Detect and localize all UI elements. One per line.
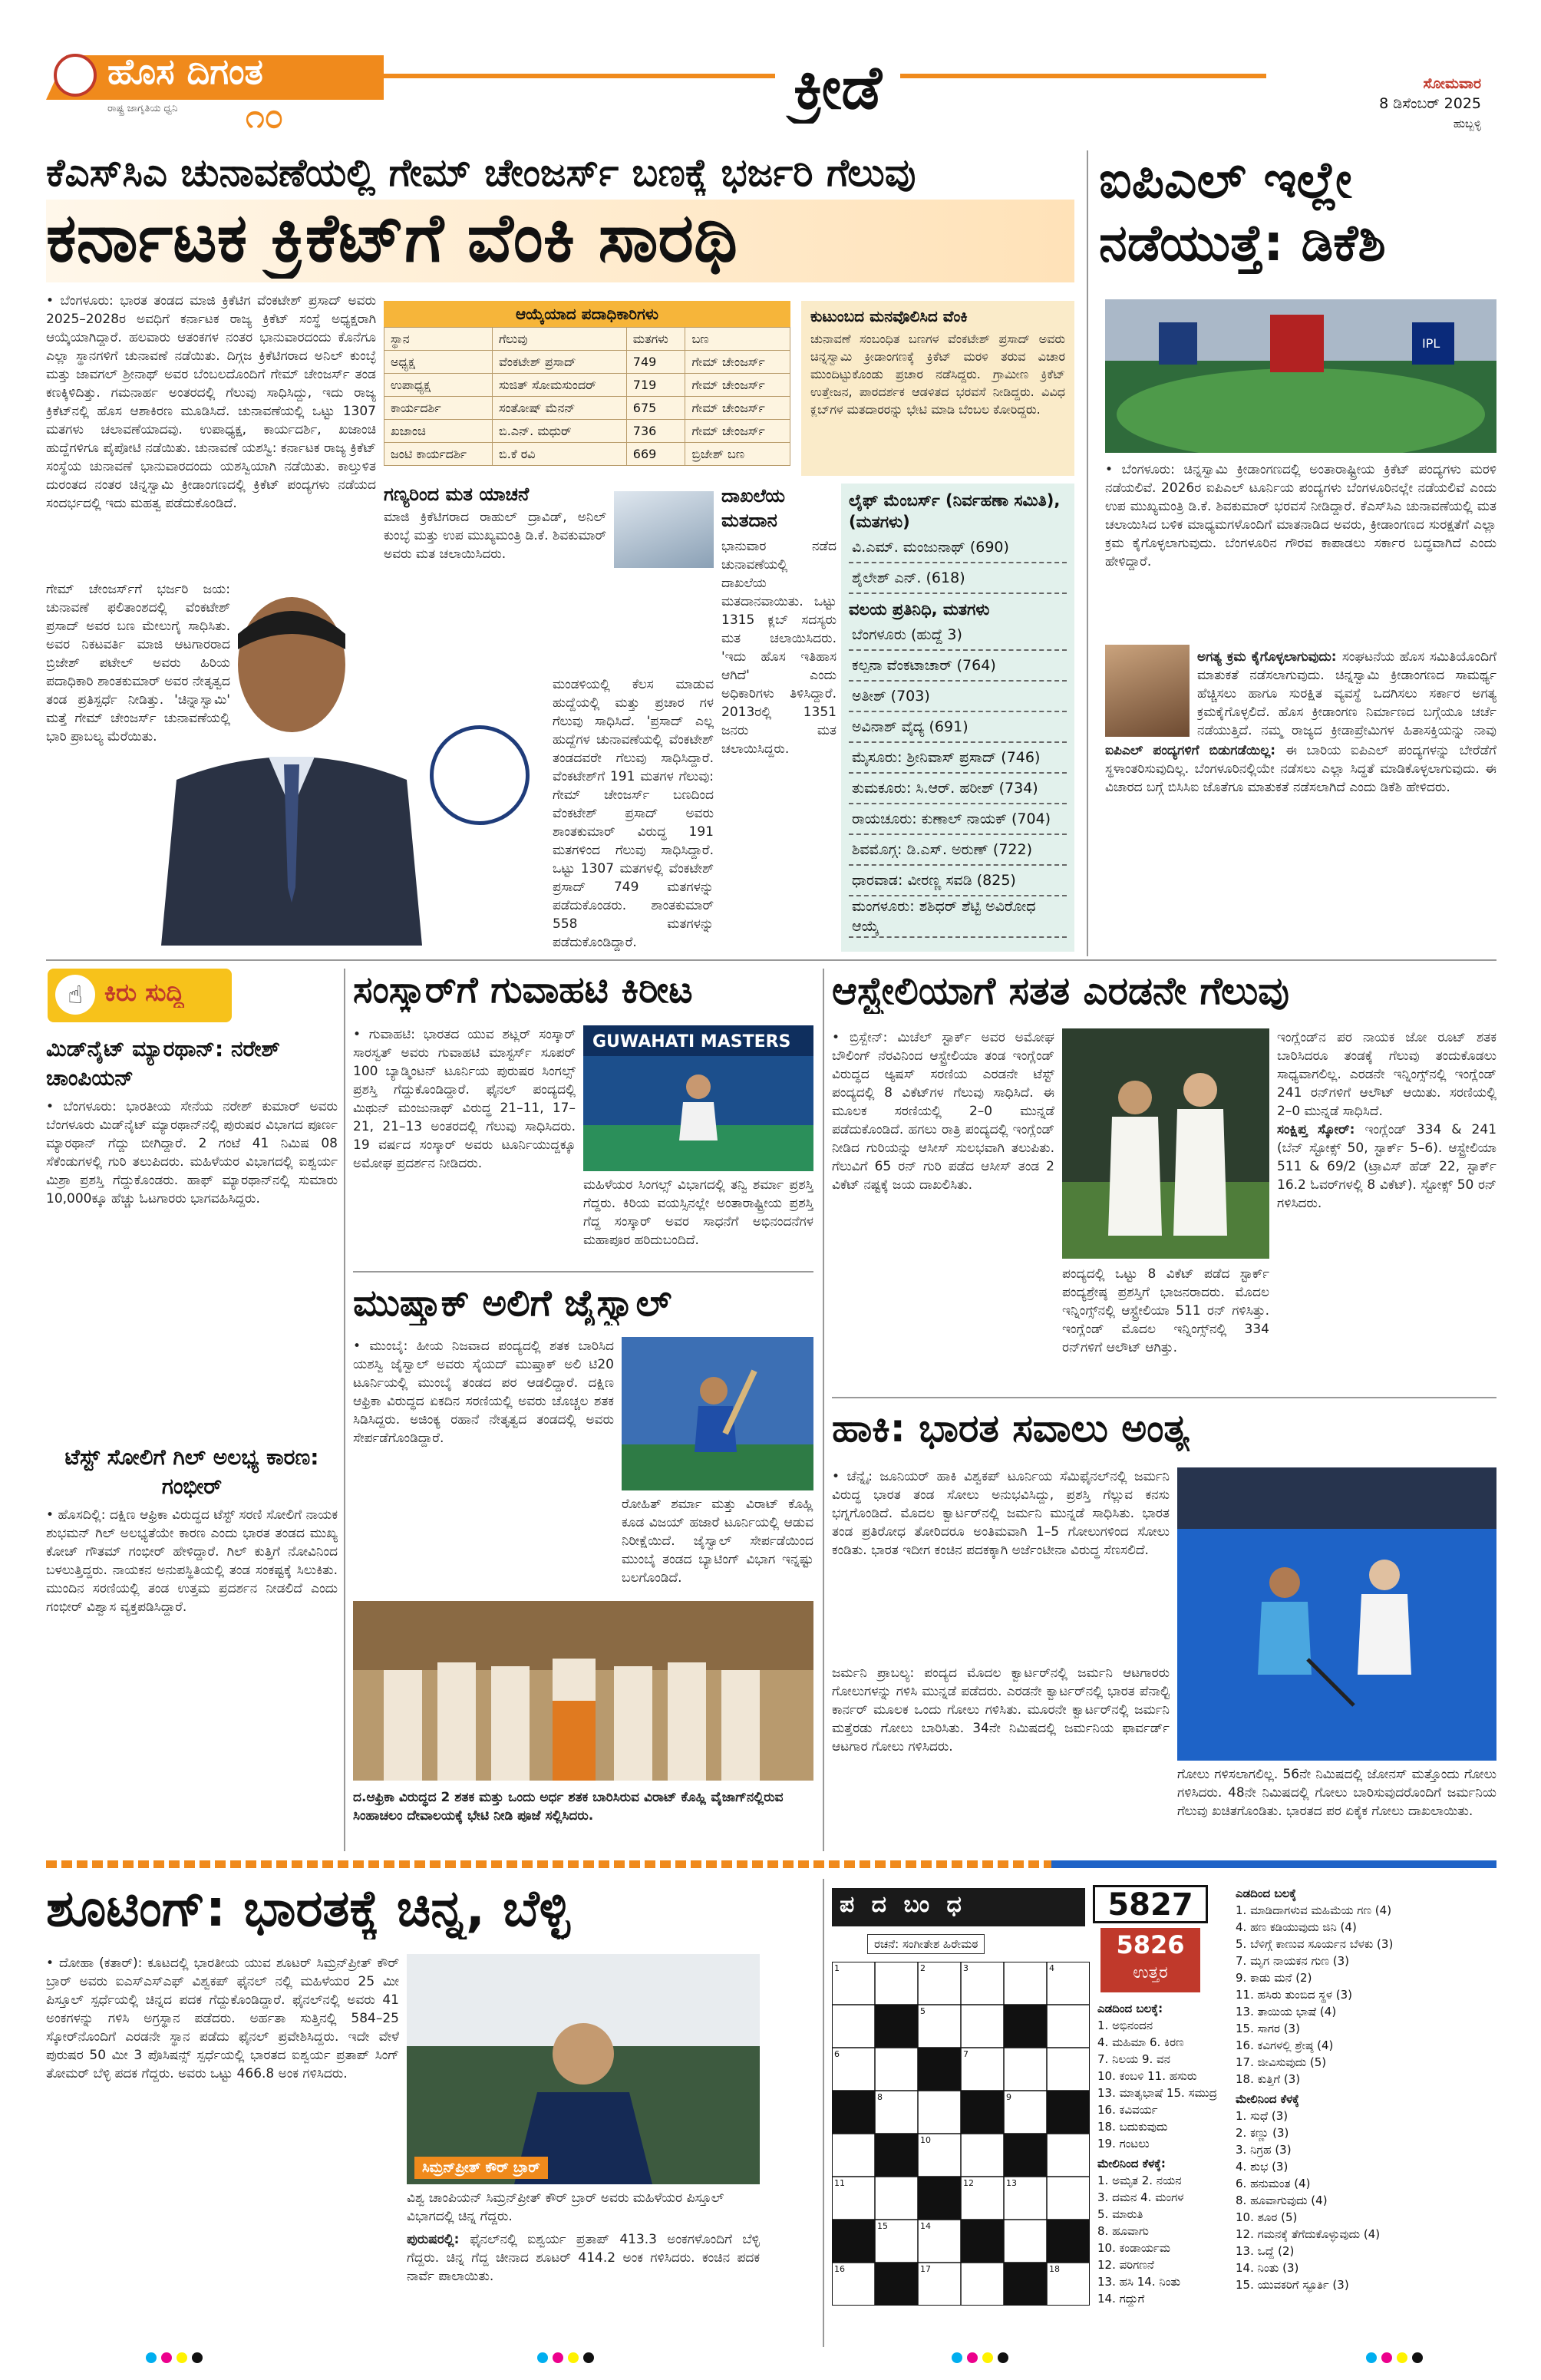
- table-cell: ವೆಂಕಟೇಶ್ ಪ್ರಸಾದ್: [492, 351, 626, 374]
- venki-box: [801, 301, 1074, 476]
- table-cell: ಸುಜಿತ್ ಸೋಮಸುಂದರ್: [492, 374, 626, 397]
- table-cell: ಜಂಟಿ ಕಾರ್ಯದರ್ಶಿ: [384, 443, 493, 466]
- hand-icon: ☝: [55, 975, 95, 1015]
- clues-down-title: ಮೇಲಿನಿಂದ ಕೆಳಕ್ಕೆ: [1236, 2092, 1299, 2106]
- answer-item: 16. ಕವಿವರ್ಯ: [1097, 2103, 1158, 2117]
- shooting-caption-2-text: ಫೈನಲ್‌ನಲ್ಲಿ ಐಶ್ವರ್ಯ ಪ್ರತಾಪ್ 413.3 ಅಂಕಗಳೊಂದಿಗೆ ಬೆಳ್ಳಿ ಗೆದ್ದರು. ಚಿನ್ನ ಗೆದ್ದ ಚೀನಾದ ಶೂಟರ್ 414.2 ಅಂಕ ಗಳಿಸಿದರು. ಕಂಚಿನ ಪದಕ ನಾರ್ವೆ ಪಾಲಾಯಿತು.: [407, 2232, 760, 2284]
- quote-box: [384, 484, 721, 576]
- bottom-rule-blue: [1051, 1860, 1496, 1868]
- puzzle-title: ಪ ದ ಬಂ ಧ: [840, 1891, 966, 1918]
- svg-text:3: 3: [963, 1963, 968, 1973]
- result-item: ತುಮಕೂರು: ಸಿ.ಆರ್. ಹರೀಶ್ (734): [849, 774, 1067, 804]
- date-text: 8 ಡಿಸೆಂಬರ್ 2025: [1379, 95, 1481, 112]
- column-divider: [823, 969, 824, 1851]
- ipl-body-1: • ಬೆಂಗಳೂರು: ಚಿನ್ನಸ್ವಾಮಿ ಕ್ರೀಡಾಂಗಣದಲ್ಲಿ ಅಂತಾರಾಷ್ಟ್ರೀಯ ಕ್ರಿಕೆಟ್ ಪಂದ್ಯಗಳು ಮರಳಿ ನಡೆಯಲಿವೆ. 2026ರ ಐಪಿಎಲ್ ಟೂರ್ನಿಯ ಪಂದ್ಯಗಳು ಬೆಂಗಳೂರಿನಲ್ಲೇ ನಡೆಯಲಿವೆ ಎಂದು ಉಪ ಮುಖ್ಯಮಂತ್ರಿ ಡಿ.ಕೆ. ಶಿವಕುಮಾರ್ ಭರವಸೆ ನೀಡಿದ್ದಾರೆ. ಕೆಎಸ್‌ಸಿಎ ಚುನಾವಣೆಯಲ್ಲಿ ಮತ ಚಲಾಯಿಸಿದ ಬಳಿಕ ಮಾಧ್ಯಮಗಳೊಂದಿಗೆ ಮಾತನಾಡಿದ ಅವರು, ಕ್ರೀಡಾಂಗಣದ ಸುರಕ್ಷತೆಗೆ ಎಲ್ಲಾ ಕ್ರಮ ಕೈಗೊಳ್ಳಲಾಗುವುದು. ಬೆಂಗಳೂರಿನ ಗೌರವ ಕಾಪಾಡಲು ಸರ್ಕಾರ ಬದ್ಧವಾಗಿದೆ ಎಂದು ಹೇಳಿದ್ದಾರೆ.: [1105, 462, 1496, 569]
- clue-item: 15. ಸಾಗರ (3): [1236, 2022, 1300, 2035]
- kiru-body-2: • ಹೊಸದಿಲ್ಲಿ: ದಕ್ಷಿಣ ಆಫ್ರಿಕಾ ವಿರುದ್ಧದ ಟೆಸ್ಟ್ ಸರಣಿ ಸೋಲಿಗೆ ನಾಯಕ ಶುಭಮನ್ ಗಿಲ್ ಅಲಭ್ಯತೆಯೇ ಕಾರಣ ಎಂದು ಭಾರತ ತಂಡದ ಮುಖ್ಯ ಕೋಚ್ ಗೌತಮ್ ಗಂಭೀರ್ ಹೇಳಿದ್ದಾರೆ. ಗಿಲ್ ಕುತ್ತಿಗೆ ನೋವಿನಿಂದ ಬಳಲುತ್ತಿದ್ದರು. ನಾಯಕನ ಅನುಪಸ್ಥಿತಿಯಲ್ಲಿ ತಂಡ ಸಂಕಷ್ಟಕ್ಕೆ ಸಿಲುಕಿತು. ಮುಂದಿನ ಸರಣಿಯಲ್ಲಿ ತಂಡ ಉತ್ತಮ ಪ್ರದರ್ಶನ ನೀಡಲಿದೆ ಎಂದು ಗಂಭೀರ್ ವಿಶ್ವಾಸ ವ್ಯಕ್ತಪಡಿಸಿದ್ದಾರೆ.: [46, 1507, 338, 1615]
- clue-item: 16. ಕವಿಗಳಲ್ಲಿ ಶ್ರೇಷ್ಠ (4): [1236, 2038, 1334, 2052]
- clue-item: 6. ಹನುಮಂತ (4): [1236, 2177, 1311, 2190]
- puzzle-subtitle: ರಚನೆ: ಸಂಗೀತೇಶ ಹಿರೇಮಠ: [867, 1934, 985, 1954]
- answer-item: 4. ಮಹಿಮಾ 6. ಕಿರಣ: [1097, 2035, 1184, 2049]
- clue-item: 18. ಕುತ್ತಿಗೆ (3): [1236, 2072, 1301, 2086]
- answer-item: 13. ಮಾತೃಭಾಷೆ 15. ಸಮುದ್ರ: [1097, 2086, 1217, 2100]
- clue-item: 7. ಮೃಗ ನಾಯಕನ ಗುಣ (3): [1236, 1954, 1350, 1968]
- shooting-caption: ವಿಶ್ವ ಚಾಂಪಿಯನ್ ಸಿಮ್ರನ್‌ಪ್ರೀತ್ ಕೌರ್ ಬ್ರಾರ್ ಅವರು ಮಹಿಳೆಯರ ಪಿಸ್ತೂಲ್ ವಿಭಾಗದಲ್ಲಿ ಚಿನ್ನ ಗೆದ್ದರು.: [407, 2190, 724, 2224]
- result-item: ರಾಯಚೂರು: ಕುಣಾಲ್ ನಾಯಕ್ (704): [849, 804, 1067, 835]
- table-row: [384, 443, 790, 466]
- kiru-headline-1: ಮಿಡ್‌ನೈಟ್ ಮ್ಯಾರಥಾನ್: ನರೇಶ್ ಚಾಂಪಿಯನ್: [46, 1036, 280, 1091]
- svg-text:17: 17: [920, 2264, 931, 2274]
- prev-puzzle-number: 5826: [1116, 1930, 1185, 1959]
- answer-item: 8. ಹೂವಾಗು: [1097, 2224, 1149, 2238]
- result-item: ಅತೀಶ್ (703): [849, 682, 1067, 712]
- table-header-row: [384, 328, 790, 351]
- shooter-name-tag: ಸಿಮ್ರನ್‌ಪ್ರೀತ್ ಕೌರ್ ಬ್ರಾರ್: [414, 2157, 548, 2179]
- kiru-label: ಕಿರು ಸುದ್ದಿ: [104, 978, 184, 1007]
- sanskar-headline: ಸಂಸ್ಕಾರ್‌ಗೆ ಗುವಾಹಟಿ ಕಿರೀಟ: [353, 969, 693, 1012]
- venki-box-title: ಕುಟುಂಬದ ಮನವೊಲಿಸಿದ ವೆಂಕಿ: [810, 307, 968, 325]
- venkatesh-prasad-photo: [161, 580, 422, 946]
- prev-puzzle-label: ಉತ್ತರ: [1133, 1963, 1168, 1982]
- answer-item: 3. ದಮನ 4. ಮಂಗಳ: [1097, 2190, 1184, 2204]
- result-item: ಮಂಗಳೂರು: ಶಶಿಧರ್ ಶೆಟ್ಟಿ ಅವಿರೋಧ ಆಯ್ಕೆ: [849, 896, 1067, 938]
- ipl-body-3: [1105, 741, 1496, 949]
- table-cell: ಬಿ.ಎನ್. ಮಧುರ್: [492, 420, 626, 443]
- australia-photo: [1062, 1028, 1269, 1259]
- lead-kicker: ಕೆಎಸ್‌ಸಿಎ ಚುನಾವಣೆಯಲ್ಲಿ ಗೇಮ್ ಚೇಂಜರ್ಸ್ ಬಣಕ್ಕೆ ಭರ್ಜರಿ ಗೆಲುವು: [46, 150, 916, 195]
- result-item: ಮೈಸೂರು: ಶ್ರೀನಿವಾಸ್ ಪ್ರಸಾದ್ (746): [849, 743, 1067, 774]
- table-row: [384, 397, 790, 420]
- svg-text:8: 8: [877, 2092, 883, 2102]
- section-title: ಕ್ರೀಡೆ: [775, 54, 900, 124]
- hockey-body-2: ಜರ್ಮನಿ ಪ್ರಾಬಲ್ಯ: ಪಂದ್ಯದ ಮೊದಲ ಕ್ವಾರ್ಟರ್‌ನಲ್ಲಿ ಜರ್ಮನಿ ಆಟಗಾರರು ಗೋಲುಗಳನ್ನು ಗಳಿಸಿ ಮುನ್ನಡೆ ಪಡೆದರು. ಎರಡನೇ ಕ್ವಾರ್ಟರ್‌ನಲ್ಲಿ ಭಾರತ ಪೆನಾಲ್ಟಿ ಕಾರ್ನರ್ ಮೂಲಕ ಒಂದು ಗೋಲು ಗಳಿಸಿತು. ಮೂರನೇ ಕ್ವಾರ್ಟರ್‌ನಲ್ಲಿ ಜರ್ಮನಿ ಮತ್ತೆರಡು ಗೋಲು ಬಾರಿಸಿತು. 34ನೇ ನಿಮಿಷದಲ್ಲಿ ಜರ್ಮನಿಯ ಫಾರ್ವರ್ಡ್ ಆಟಗಾರ ಗೋಲು ಗಳಿಸಿದರು.: [832, 1665, 1170, 1754]
- registration-marks: [537, 2352, 599, 2366]
- officers-table: [384, 301, 790, 466]
- clue-item: 14. ನಿಂತು (3): [1236, 2261, 1299, 2275]
- ipl-body-2-text: ಸಂಘಟನೆಯ ಹೊಸ ಸಮಿತಿಯೊಂದಿಗೆ ಮಾತುಕತೆ ನಡೆಸಲಾಗುವುದು. ಚಿನ್ನಸ್ವಾಮಿ ಕ್ರೀಡಾಂಗಣದ ಸಾಮರ್ಥ್ಯ ಹೆಚ್ಚಿಸಲು ಹಾಗೂ ಸುರಕ್ಷಿತ ವ್ಯವಸ್ಥೆ ಒದಗಿಸಲು ಸರ್ಕಾರ ಅಗತ್ಯ ಕ್ರಮಕೈಗೊಳ್ಳಲಿದೆ. ಹೊಸ ಕ್ರೀಡಾಂಗಣ ನಿರ್ಮಾಣದ ಬಗ್ಗೆಯೂ ಚರ್ಚೆ ನಡೆಯುತ್ತಿದೆ. ನಮ್ಮ ರಾಜ್ಯದ ಕ್ರೀಡಾಪ್ರೇಮಿಗಳ ಹಿತಾಸಕ್ತಿಯನ್ನು ನಾವು: [1197, 649, 1496, 738]
- shooter-photo: [407, 1954, 760, 2184]
- hockey-headline: ಹಾಕಿ: ಭಾರತ ಸವಾಲು ಅಂತ್ಯ: [832, 1406, 1190, 1451]
- hockey-photo: [1177, 1467, 1496, 1761]
- puzzle-number: 5827: [1093, 1885, 1208, 1923]
- registration-marks: [952, 2352, 1013, 2366]
- registration-marks: [1366, 2352, 1427, 2366]
- voting-title: ದಾಖಲೆಯ ಮತದಾನ: [721, 485, 785, 531]
- ksca-logo: [430, 725, 530, 825]
- svg-text:15: 15: [877, 2221, 888, 2231]
- australia-score: ಇಂಗ್ಲೆಂಡ್ 334 & 241 (ಬೆನ್ ಸ್ಟೋಕ್ಸ್ 50, ಸ್ಟಾರ್ಕ್ 5–6). ಆಸ್ಟ್ರೇಲಿಯಾ 511 & 69/2 (ಟ್ರಾವಿಸ್ ಹೆಡ್ 22, ಸ್ಟಾರ್ಕ್ 16.2 ಓವರ್‌ಗಳಲ್ಲಿ 8 ವಿಕೆಟ್). ಸ್ಟೋಕ್ಸ್ 50 ರನ್ ಗಳಿಸಿದರು.: [1277, 1122, 1496, 1211]
- clue-item: 17. ಜೀವಿಸುವುದು (5): [1236, 2055, 1327, 2069]
- table-cell: ಬ್ರಿಜೇಶ್ ಬಣ: [685, 443, 790, 466]
- shooting-headline: ಶೂಟಿಂಗ್: ಭಾರತಕ್ಕೆ ಚಿನ್ನ, ಬೆಳ್ಳಿ: [46, 1879, 570, 1938]
- kiru-headline-2: ಟೆಸ್ಟ್ ಸೋಲಿಗೆ ಗಿಲ್ ಅಲಭ್ಯ ಕಾರಣ: ಗಂಭೀರ್: [64, 1444, 319, 1499]
- ipl-headline-1: ಐಪಿಎಲ್ ಇಲ್ಲೇ: [1099, 150, 1352, 210]
- answer-item: 18. ಬದುಕುವುದು: [1097, 2120, 1168, 2134]
- lead-body-mid2: [430, 837, 553, 952]
- venki-box-body: ಚುನಾವಣೆ ಸಂಬಂಧಿತ ಬಣಗಳ ವೆಂಕಟೇಶ್ ಪ್ರಸಾದ್ ಅವರು ಚಿನ್ನಸ್ವಾಮಿ ಕ್ರೀಡಾಂಗಣಕ್ಕೆ ಕ್ರಿಕೆಟ್ ಮರಳಿ ತರುವ ವಿಚಾರ ಮುಂದಿಟ್ಟುಕೊಂಡು ಪ್ರಚಾರ ನಡೆಸಿದ್ದರು. ಗ್ರಾಮೀಣ ಕ್ರಿಕೆಟ್ ಉತ್ತೇಜನ, ಪಾರದರ್ಶಕ ಆಡಳಿತದ ಭರವಸೆ ನೀಡಿದ್ದರು. ವಿವಿಧ ಕ್ಲಬ್‌ಗಳ ಮತದಾರರನ್ನು ಭೇಟಿ ಮಾಡಿ ಬೆಂಬಲ ಕೋರಿದ್ದರು.: [810, 332, 1065, 417]
- table-cell: 749: [626, 351, 685, 374]
- svg-text:IPL: IPL: [1422, 336, 1440, 351]
- australia-headline: ಆಸ್ಟ್ರೇಲಿಯಾಗೆ ಸತತ ಎರಡನೇ ಗೆಲುವು: [832, 969, 1290, 1013]
- page-number: ೧೦: [246, 97, 284, 136]
- result-item: ಬೆಂಗಳೂರು (ಹುದ್ದೆ 3): [849, 620, 1067, 651]
- shooting-body: • ದೋಹಾ (ಕತಾರ್): ಕೂಟದಲ್ಲಿ ಭಾರತೀಯ ಯುವ ಶೂಟರ್ ಸಿಮ್ರನ್‌ಪ್ರೀತ್ ಕೌರ್ ಬ್ರಾರ್ ಅವರು ಐಎಸ್‌ಎಸ್‌ಎಫ್ ವಿಶ್ವಕಪ್ ಫೈನಲ್ ನಲ್ಲಿ ಮಹಿಳೆಯರ 25 ಮೀ ಪಿಸ್ತೂಲ್ ಸ್ಪರ್ಧೆಯಲ್ಲಿ ಚಿನ್ನದ ಪದಕ ಗೆದ್ದುಕೊಂಡಿದ್ದಾರೆ. ಫೈನಲ್‌ನಲ್ಲಿ ಅವರು 41 ಅಂಕಗಳನ್ನು ಗಳಿಸಿ ಅಗ್ರಸ್ಥಾನ ಪಡೆದರು. ಅರ್ಹತಾ ಸುತ್ತಿನಲ್ಲಿ 584–25 ಸ್ಕೋರ್‌ನೊಂದಿಗೆ ಎರಡನೇ ಸ್ಥಾನ ಪಡೆದು ಫೈನಲ್ ಪ್ರವೇಶಿಸಿದ್ದರು. ಇದೇ ವೇಳೆ ಪುರುಷರ 50 ಮೀ 3 ಪೊಸಿಷನ್ಸ್ ಸ್ಪರ್ಧೆಯಲ್ಲಿ ಭಾರತದ ಐಶ್ವರ್ಯ ಪ್ರತಾಪ್ ಸಿಂಗ್ ತೋಮರ್ ಬೆಳ್ಳಿ ಪದಕ ಗೆದ್ದರು. ಅವರು ಒಟ್ಟು 466.8 ಅಂಕ ಗಳಿಸಿದರು.: [46, 1956, 399, 2081]
- table-cell: ಉಪಾಧ್ಯಕ್ಷ: [384, 374, 493, 397]
- kohli-caption: ದ.ಆಫ್ರಿಕಾ ವಿರುದ್ಧದ 2 ಶತಕ ಮತ್ತು ಒಂದು ಅರ್ಧ ಶತಕ ಬಾರಿಸಿರುವ ವಿರಾಟ್ ಕೊಹ್ಲಿ ವೈಜಾಗ್‌ನಲ್ಲಿರುವ ಸಿಂಹಾಚಲಂ ದೇವಾಲಯಕ್ಕೆ ಭೇಟಿ ನೀಡಿ ಪೂಜೆ ಸಲ್ಲಿಸಿದರು.: [353, 1790, 784, 1824]
- date-block: [1297, 74, 1481, 134]
- ipl-body-2: [1197, 648, 1496, 740]
- prev-puzzle-badge: [1100, 1928, 1200, 1992]
- svg-text:14: 14: [920, 2221, 931, 2231]
- lead-body-mid: ಮಂಡಳಿಯಲ್ಲಿ ಕೆಲಸ ಮಾಡುವ ಹುದ್ದೆಯಲ್ಲಿ ಮತ್ತು ಪ್ರಚಾರ ಗಳ ಗೆಲುವು ಸಾಧಿಸಿದೆ. 'ಪ್ರಸಾದ್ ಎಲ್ಲ ಹುದ್ದೆಗಳ ಚುನಾವಣೆಯಲ್ಲಿ ವೆಂಕಟೇಶ್ ತಂಡದವರೇ ಗೆಲುವು ಸಾಧಿಸಿದ್ದಾರೆ. ವೆಂಕಟೇಶ್‌ಗೆ 191 ಮತಗಳ ಗೆಲುವು: ಗೇಮ್ ಚೇಂಜರ್ಸ್ ಬಣದಿಂದ ವೆಂಕಟೇಶ್ ಪ್ರಸಾದ್ ಅವರು ಶಾಂತಕುಮಾರ್ ವಿರುದ್ಧ 191 ಮತಗಳಿಂದ ಗೆಲುವು ಸಾಧಿಸಿದ್ದಾರೆ. ಒಟ್ಟು 1307 ಮತಗಳಲ್ಲಿ ವೆಂಕಟೇಶ್ ಪ್ರಸಾದ್ 749 ಮತಗಳನ್ನು ಪಡೆದುಕೊಂಡರು. ಶಾಂತಕುಮಾರ್ 558 ಮತಗಳನ್ನು ಪಡೆದುಕೊಂಡಿದ್ದಾರೆ.: [553, 677, 714, 950]
- table-row: [384, 420, 790, 443]
- lead-body-col1b: ಗೇಮ್ ಚೇಂಜರ್ಸ್‌ಗೆ ಭರ್ಜರಿ ಜಯ: ಚುನಾವಣೆ ಫಲಿತಾಂಶದಲ್ಲಿ ವೆಂಕಟೇಶ್ ಪ್ರಸಾದ್ ಅವರ ಬಣ ಮೇಲುಗೈ ಸಾಧಿಸಿತು. ಅವರ ನಿಕಟವರ್ತಿ ಮಾಜಿ ಆಟಗಾರರಾದ ಬ್ರಿಜೇಶ್ ಪಟೇಲ್ ಅವರು ಹಿರಿಯ ಪದಾಧಿಕಾರಿ ಶಾಂತಕುಮಾರ್ ಅವರ ನೇತೃತ್ವದ ತಂಡ ಪ್ರತಿಸ್ಪರ್ಧೆ ನೀಡಿತ್ತು. 'ಚಿನ್ನಾಸ್ವಾಮಿ' ಮತ್ತೆ ಗೇಮ್ ಚೇಂಜರ್ಸ್ ಚುನಾವಣೆಯಲ್ಲಿ ಭಾರಿ ಪ್ರಾಬಲ್ಯ ಮೆರೆಯಿತು.: [46, 582, 230, 744]
- mushtaq-body-2: ರೋಹಿತ್ ಶರ್ಮಾ ಮತ್ತು ವಿರಾಟ್ ಕೊಹ್ಲಿ ಕೂಡ ವಿಜಯ್ ಹಜಾರೆ ಟೂರ್ನಿಯಲ್ಲಿ ಆಡುವ ನಿರೀಕ್ಷೆಯಿದೆ. ಜೈಸ್ವಾಲ್ ಸೇರ್ಪಡೆಯಿಂದ ಮುಂಬೈ ತಂಡದ ಬ್ಯಾಟಿಂಗ್ ವಿಭಾಗ ಇನ್ನಷ್ಟು ಬಲಗೊಂಡಿದೆ.: [622, 1497, 813, 1586]
- answers-across-title: ಎಡದಿಂದ ಬಲಕ್ಕೆ:: [1097, 2002, 1163, 2015]
- table-cell: ಗೇಮ್ ಚೇಂಜರ್ಸ್: [685, 397, 790, 420]
- results-box: [841, 484, 1074, 952]
- table-header: ಮತಗಳು: [626, 328, 685, 351]
- clues-across-title: ಎಡದಿಂದ ಬಲಕ್ಕೆ: [1236, 1887, 1297, 1900]
- voting-box: [721, 484, 836, 952]
- sanskar-body: • ಗುವಾಹಟಿ: ಭಾರತದ ಯುವ ಶಟ್ಲರ್ ಸಂಸ್ಕಾರ್ ಸಾರಸ್ವತ್ ಅವರು ಗುವಾಹಟಿ ಮಾಸ್ಟರ್ಸ್ ಸೂಪರ್ 100 ಬ್ಯಾಡ್ಮಿಂಟನ್ ಟೂರ್ನಿಯ ಪುರುಷರ ಸಿಂಗಲ್ಸ್ ಪ್ರಶಸ್ತಿ ಗೆದ್ದುಕೊಂಡಿದ್ದಾರೆ. ಫೈನಲ್ ಪಂದ್ಯದಲ್ಲಿ ಮಿಥುನ್ ಮಂಜುನಾಥ್ ವಿರುದ್ಧ 21–11, 17–21, 21–13 ಅಂತರದಲ್ಲಿ ಗೆಲುವು ಸಾಧಿಸಿದರು. 19 ವರ್ಷದ ಸಂಸ್ಕಾರ್ ಅವರು ಟೂರ್ನಿಯುದ್ದಕ್ಕೂ ಅಮೋಘ ಪ್ರದರ್ಶನ ನೀಡಿದರು.: [353, 1027, 576, 1171]
- section-divider: [353, 1271, 813, 1273]
- shooting-caption-2-lead: ಪುರುಷರಲ್ಲಿ:: [407, 2232, 470, 2247]
- answer-item: 1. ಅಭಿನಂದನ: [1097, 2019, 1153, 2032]
- clue-item: 9. ಕಾಡು ಮನೆ (2): [1236, 1971, 1312, 1985]
- answer-item: 13. ಹಸಿ 14. ನಿಂತು: [1097, 2275, 1181, 2289]
- clue-item: 2. ಕಣ್ಣು (3): [1236, 2126, 1289, 2140]
- results-title2: ವಲಯ ಪ್ರತಿನಿಧಿ, ಮತಗಳು: [849, 600, 990, 619]
- voting-body: ಭಾನುವಾರ ನಡೆದ ಚುನಾವಣೆಯಲ್ಲಿ ದಾಖಲೆಯ ಮತದಾನವಾಯಿತು. ಒಟ್ಟು 1315 ಕ್ಲಬ್ ಸದಸ್ಯರು ಮತ ಚಲಾಯಿಸಿದರು. 'ಇದು ಹೊಸ ಇತಿಹಾಸ ಆಗಿದೆ' ಎಂದು ಅಧಿಕಾರಿಗಳು ತಿಳಿಸಿದ್ದಾರೆ. 2013ರಲ್ಲಿ 1351 ಜನರು ಮತ ಚಲಾಯಿಸಿದ್ದರು.: [721, 539, 836, 757]
- clue-item: 1. ಮಾಡಿದಾಗಳುವ ಮಹಿಮೆಯ ಗಣ (4): [1236, 1903, 1392, 1917]
- australia-body-2: ಪಂದ್ಯದಲ್ಲಿ ಒಟ್ಟು 8 ವಿಕೆಟ್ ಪಡೆದ ಸ್ಟಾರ್ಕ್ ಪಂದ್ಯಶ್ರೇಷ್ಠ ಪ್ರಶಸ್ತಿಗೆ ಭಾಜನರಾದರು. ಮೊದಲ ಇನ್ನಿಂಗ್ಸ್‌ನಲ್ಲಿ ಆಸ್ಟ್ರೇಲಿಯಾ 511 ರನ್ ಗಳಿಸಿತ್ತು. ಇಂಗ್ಲೆಂಡ್ ಮೊದಲ ಇನ್ನಿಂಗ್ಸ್‌ನಲ್ಲಿ 334 ರನ್‌ಗಳಿಗೆ ಆಲೌಟ್ ಆಗಿತ್ತು.: [1062, 1266, 1269, 1355]
- crossword-grid: [832, 1962, 1090, 2306]
- voting-photo: [614, 491, 714, 568]
- answer-item: 10. ಕಂಡಾರ್ಯಮ: [1097, 2241, 1170, 2255]
- column-divider: [344, 969, 345, 1851]
- australia-body-3-text: ಇಂಗ್ಲೆಂಡ್‌ನ ಪರ ನಾಯಕ ಜೋ ರೂಟ್ ಶತಕ ಬಾರಿಸಿದರೂ ತಂಡಕ್ಕೆ ಗೆಲುವು ತಂದುಕೊಡಲು ಸಾಧ್ಯವಾಗಲಿಲ್ಲ. ಎರಡನೇ ಇನ್ನಿಂಗ್ಸ್‌ನಲ್ಲಿ ಇಂಗ್ಲೆಂಡ್ 241 ರನ್‌ಗಳಿಗೆ ಆಲೌಟ್ ಆಯಿತು. ಸರಣಿಯಲ್ಲಿ 2–0 ಮುನ್ನಡೆ ಸಾಧಿಸಿದೆ.: [1277, 1030, 1496, 1119]
- lead-body-col1: • ಬೆಂಗಳೂರು: ಭಾರತ ತಂಡದ ಮಾಜಿ ಕ್ರಿಕೆಟಿಗ ವೆಂಕಟೇಶ್ ಪ್ರಸಾದ್ ಅವರು 2025–2028ರ ಅವಧಿಗೆ ಕರ್ನಾಟಕ ರಾಜ್ಯ ಕ್ರಿಕೆಟ್ ಸಂಸ್ಥೆ ಅಧ್ಯಕ್ಷರಾಗಿ ಆಯ್ಕೆಯಾಗಿದ್ದಾರೆ. ಹಲವಾರು ಆತಂಕಗಳ ನಂತರ ಭಾನುವಾರದಂದು ಕೊನೆಗೂ ಎಲ್ಲಾ ಸ್ಥಾನಗಳಿಗೆ ಚುನಾವಣೆ ನಡೆಯಿತು. ದಿಗ್ಗಜ ಕ್ರಿಕೆಟಿಗರಾದ ಅನಿಲ್ ಕುಂಬ್ಳೆ ಮತ್ತು ಜಾವಗಲ್ ಶ್ರೀನಾಥ್ ಅವರ ಬೆಂಬಲದೊಂದಿಗೆ ಗೇಮ್ ಚೇಂಜರ್ಸ್ ತಂಡ ಕಣಕ್ಕಿಳಿದಿತ್ತು. ಗಮನಾರ್ಹ ಅಂತರದಲ್ಲಿ ಗೆಲುವು ಸಾಧಿಸಿದ್ದು, ಇದು ರಾಜ್ಯ ಕ್ರಿಕೆಟ್‌ನಲ್ಲಿ ಹೊಸ ಆಶಾಕಿರಣ ಮೂಡಿಸಿದೆ. ಚುನಾವಣೆಯಲ್ಲಿ ಒಟ್ಟು 1307 ಮತಗಳು ಚಲಾವಣೆಯಾದವು. ಉಪಾಧ್ಯಕ್ಷ, ಕಾರ್ಯದರ್ಶಿ, ಖಜಾಂಚಿ ಹುದ್ದೆಗಳಿಗೂ ಪೈಪೋಟಿ ನಡೆಯಿತು. ಚುನಾವಣೆ ಯಶಸ್ವಿ: ಕರ್ನಾಟಕ ರಾಜ್ಯ ಕ್ರಿಕೆಟ್ ಸಂಸ್ಥೆಯ ಚುನಾವಣೆ ಭಾನುವಾರದಂದು ಯಶಸ್ವಿಯಾಗಿ ನಡೆಯಿತು. ಕಾಲ್ತುಳಿತ ದುರಂತದ ನಂತರ ಚಿನ್ನಸ್ವಾಮಿ ಕ್ರೀಡಾಂಗಣದಲ್ಲಿ ಕ್ರಿಕೆಟ್ ಪಂದ್ಯಗಳು ನಡೆಯದ ಸಂದರ್ಭದಲ್ಲಿ ಇದು ಮಹತ್ವ ಪಡೆದುಕೊಂಡಿದೆ.: [46, 293, 376, 511]
- answer-item: 7. ನಿಲಯ 9. ವನ: [1097, 2052, 1171, 2066]
- answer-item: 12. ಪರಿಗಣನೆ: [1097, 2258, 1154, 2272]
- answers-down-title: ಮೇಲಿನಿಂದ ಕೆಳಕ್ಕೆ:: [1097, 2157, 1166, 2170]
- answer-item: 1. ಅಮೃತ 2. ನಯನ: [1097, 2174, 1182, 2187]
- table-cell: 736: [626, 420, 685, 443]
- clue-item: 13. ಒದ್ದೆ (2): [1236, 2244, 1295, 2258]
- paper-name: ಹೊಸ ದಿಗಂತ: [107, 51, 263, 92]
- svg-text:GUWAHATI MASTERS: GUWAHATI MASTERS: [592, 1032, 791, 1051]
- table-cell: 675: [626, 397, 685, 420]
- result-item: ವಿ.ಎಮ್. ಮಂಜುನಾಥ್ (690): [849, 533, 1067, 563]
- ipl-headline-2: ನಡೆಯುತ್ತೆ: ಡಿಕೆಶಿ: [1099, 213, 1386, 272]
- table-cell: ಸಂತೋಷ್ ಮೆನನ್: [492, 397, 626, 420]
- column-divider: [1087, 150, 1088, 956]
- masthead: [0, 0, 1541, 146]
- results-title1: ಲೈಫ್ ಮೆಂಬರ್ಸ್ (ನಿರ್ವಹಣಾ ಸಮಿತಿ), (ಮತಗಳು): [849, 491, 1061, 531]
- clue-item: 5. ಬೆಳಿಗ್ಗೆ ಕಾಣುವ ಸೂರ್ಯನ ಬೆಳಕು (3): [1236, 1937, 1394, 1951]
- table-cell: ಬಿ.ಕೆ ರವಿ: [492, 443, 626, 466]
- table-header: ಗೆಲುವು: [492, 328, 626, 351]
- svg-text:9: 9: [1006, 2092, 1011, 2102]
- hockey-body-3: ಗೋಲು ಗಳಿಸಲಾಗಲಿಲ್ಲ. 56ನೇ ನಿಮಿಷದಲ್ಲಿ ಜೋನಸ್ ಮತ್ತೊಂದು ಗೋಲು ಗಳಿಸಿದರು. 48ನೇ ನಿಮಿಷದಲ್ಲಿ ಗೋಲು ಬಾರಿಸುವುದರೊಂದಿಗೆ ಜರ್ಮನಿಯ ಗೆಲುವು ಖಚಿತಗೊಂಡಿತು. ಭಾರತದ ಪರ ಏಕೈಕ ಗೋಲು ದಾಖಲಾಯಿತು.: [1177, 1767, 1496, 1819]
- svg-text:16: 16: [834, 2264, 845, 2274]
- column-divider: [823, 1879, 824, 2347]
- stadium-photo: [1105, 299, 1496, 453]
- clue-item: 15. ಯುವಕರಿಗೆ ಸ್ಫೂರ್ತಿ (3): [1236, 2278, 1349, 2292]
- svg-text:10: 10: [920, 2135, 931, 2145]
- table-cell: ಕಾರ್ಯದರ್ಶಿ: [384, 397, 493, 420]
- svg-text:4: 4: [1049, 1963, 1054, 1973]
- table-cell: 719: [626, 374, 685, 397]
- shooting-caption-2: [407, 2230, 760, 2338]
- ipl-body-3-lead: ಐಪಿಎಲ್ ಪಂದ್ಯಗಳಿಗೆ ಬಿಡುಗಡೆಯಿಲ್ಲ:: [1105, 743, 1286, 758]
- svg-text:13: 13: [1006, 2178, 1017, 2188]
- table-header: ಬಣ: [685, 328, 790, 351]
- australia-body-1: • ಬ್ರಿಸ್ಬೇನ್: ಮಿಚೆಲ್ ಸ್ಟಾರ್ಕ್ ಅವರ ಅಮೋಘ ಬೌಲಿಂಗ್ ನೆರವಿನಿಂದ ಆಸ್ಟ್ರೇಲಿಯಾ ತಂಡ ಇಂಗ್ಲೆಂಡ್ ವಿರುದ್ಧದ ಆ್ಯಷಸ್ ಸರಣಿಯ ಎರಡನೇ ಟೆಸ್ಟ್ ಪಂದ್ಯದಲ್ಲಿ 8 ವಿಕೆಟ್‌ಗಳ ಗೆಲುವು ಸಾಧಿಸಿದೆ. ಈ ಮೂಲಕ ಸರಣಿಯಲ್ಲಿ 2–0 ಮುನ್ನಡೆ ಪಡೆದುಕೊಂಡಿದೆ. ಹಗಲು ರಾತ್ರಿ ಪಂದ್ಯದಲ್ಲಿ ಇಂಗ್ಲೆಂಡ್ ನೀಡಿದ ಗುರಿಯನ್ನು ಆಸೀಸ್ ಸುಲಭವಾಗಿ ತಲುಪಿತು. ಗೆಲುವಿಗೆ 65 ರನ್ ಗುರಿ ಪಡೆದ ಆಸೀಸ್ ತಂಡ 2 ವಿಕೆಟ್ ನಷ್ಟಕ್ಕೆ ಜಯ ದಾಖಲಿಸಿತು.: [832, 1030, 1054, 1193]
- sanskar-photo: [583, 1025, 813, 1171]
- australia-score-title: ಸಂಕ್ಷಿಪ್ತ ಸ್ಕೋರ್:: [1277, 1122, 1355, 1137]
- date-day: ಸೋಮವಾರ: [1423, 75, 1481, 92]
- clue-item: 1. ಸುಧೆ (3): [1236, 2109, 1289, 2123]
- table-cell: ಗೇಮ್ ಚೇಂಜರ್ಸ್: [685, 420, 790, 443]
- table-header: ಸ್ಥಾನ: [384, 328, 493, 351]
- table-cell: ಅಧ್ಯಕ್ಷ: [384, 351, 493, 374]
- table-cell: ಗೇಮ್ ಚೇಂಜರ್ಸ್: [685, 351, 790, 374]
- svg-text:12: 12: [963, 2178, 974, 2188]
- logo-emblem: [54, 54, 97, 97]
- clue-item: 4. ಹಣ ಕಡಿಯುವುದು ಜಿನಿ (4): [1236, 1920, 1357, 1934]
- svg-text:2: 2: [920, 1963, 926, 1973]
- clue-item: 4. ಶುಭ (3): [1236, 2160, 1289, 2174]
- section-divider: [46, 959, 1496, 961]
- svg-text:5: 5: [920, 2006, 926, 2016]
- jaiswal-photo: [622, 1337, 813, 1490]
- clue-item: 10. ಶೂರ (5): [1236, 2210, 1298, 2224]
- answer-item: 19. ಗಂಟಲು: [1097, 2137, 1150, 2151]
- answer-item: 5. ಮಾರುತಿ: [1097, 2207, 1143, 2221]
- edition: ಹುಬ್ಬಳ್ಳಿ: [1453, 117, 1481, 130]
- puzzle-clues: [1236, 1885, 1496, 2293]
- dk-shivakumar-photo: [1105, 645, 1190, 737]
- australia-body-3: [1277, 1028, 1496, 1389]
- clue-item: 3. ನಿಗ್ರಹ (3): [1236, 2143, 1292, 2157]
- table-cell: 669: [626, 443, 685, 466]
- result-item: ಅವಿನಾಶ್ ವೈದ್ಯ (691): [849, 712, 1067, 743]
- mushtaq-headline: ಮುಷ್ತಾಕ್ ಅಲಿಗೆ ಜೈಸ್ವಾಲ್: [353, 1282, 672, 1325]
- result-item: ಶೈಲೇಶ್ ಎನ್. (618): [849, 563, 1067, 594]
- ipl-body-3-text: ಈ ಬಾರಿಯ ಐಪಿಎಲ್ ಪಂದ್ಯಗಳನ್ನು ಬೇರೆಡೆಗೆ ಸ್ಥಳಾಂತರಿಸುವುದಿಲ್ಲ. ಬೆಂಗಳೂರಿನಲ್ಲಿಯೇ ನಡೆಸಲು ಎಲ್ಲಾ ಸಿದ್ಧತೆ ಮಾಡಿಕೊಳ್ಳಲಾಗುವುದು. ಈ ವಿಚಾರದ ಬಗ್ಗೆ ಬಿಸಿಸಿಐ ಜೊತೆಗೂ ಮಾತುಕತೆ ನಡೆಸಲಾಗಿದೆ ಎಂದು ಡಿಕೆಶಿ ಹೇಳಿದರು.: [1105, 743, 1496, 795]
- mushtaq-body: • ಮುಂಬೈ: ಹೀಯ ನಿಜವಾದ ಪಂದ್ಯದಲ್ಲಿ ಶತಕ ಬಾರಿಸಿದ ಯಶಸ್ವಿ ಜೈಸ್ವಾಲ್ ಅವರು ಸೈಯದ್ ಮುಷ್ತಾಕ್ ಅಲಿ ಟಿ20 ಟೂರ್ನಿಯಲ್ಲಿ ಮುಂಬೈ ತಂಡದ ಪರ ಆಡಲಿದ್ದಾರೆ. ದಕ್ಷಿಣ ಆಫ್ರಿಕಾ ವಿರುದ್ಧದ ಏಕದಿನ ಸರಣಿಯಲ್ಲಿ ಅವರು ಚೊಚ್ಚಲ ಶತಕ ಸಿಡಿಸಿದ್ದರು. ಅಜಿಂಕ್ಯ ರಹಾನೆ ನೇತೃತ್ವದ ತಂಡದಲ್ಲಿ ಅವರು ಸೇರ್ಪಡೆಗೊಂಡಿದ್ದಾರೆ.: [353, 1339, 614, 1446]
- paper-tagline: ರಾಷ್ಟ್ರ ಜಾಗೃತಿಯ ಧ್ವನಿ: [107, 103, 178, 114]
- kohli-temple-photo: [353, 1601, 813, 1781]
- officers-table-title: ಆಯ್ಕೆಯಾದ ಪದಾಧಿಕಾರಿಗಳು: [384, 301, 790, 327]
- hockey-body-1: • ಚೆನ್ನೈ: ಜೂನಿಯರ್ ಹಾಕಿ ವಿಶ್ವಕಪ್ ಟೂರ್ನಿಯ ಸೆಮಿಫೈನಲ್‌ನಲ್ಲಿ ಜರ್ಮನಿ ವಿರುದ್ಧ ಭಾರತ ತಂಡ ಸೋಲು ಅನುಭವಿಸಿದ್ದು, ಪ್ರಶಸ್ತಿ ಗೆಲ್ಲುವ ಕನಸು ಭಗ್ನಗೊಂಡಿದೆ. ಮೊದಲ ಕ್ವಾರ್ಟರ್‌ನಲ್ಲಿ ಜರ್ಮನಿ ಮುನ್ನಡೆ ಸಾಧಿಸಿತು. ಭಾರತ ತಂಡ ಪ್ರತಿರೋಧ ತೋರಿದರೂ ಅಂತಿಮವಾಗಿ 1–5 ಗೋಲುಗಳಿಂದ ಸೋಲು ಕಂಡಿತು. ಭಾರತ ಇದೀಗ ಕಂಚಿನ ಪದಕಕ್ಕಾಗಿ ಅರ್ಜೆಂಟೀನಾ ವಿರುದ್ಧ ಸೆಣಸಲಿದೆ.: [832, 1469, 1170, 1558]
- svg-text:1: 1: [834, 1963, 840, 1973]
- answer-item: 10. ಕಂಬಳಿ 11. ಹಸುರು: [1097, 2069, 1197, 2083]
- svg-text:6: 6: [834, 2049, 840, 2059]
- result-item: ಕಲ್ಪನಾ ವೆಂಕಟಾಚಾರ್ (764): [849, 651, 1067, 682]
- kiru-body-1: • ಬೆಂಗಳೂರು: ಭಾರತೀಯ ಸೇನೆಯ ನರೇಶ್ ಕುಮಾರ್ ಅವರು ಬೆಂಗಳೂರು ಮಿಡ್‌ನೈಟ್ ಮ್ಯಾರಥಾನ್‌ನಲ್ಲಿ ಪುರುಷರ ವಿಭಾಗದ ಪೂರ್ಣ ಮ್ಯಾರಥಾನ್ ಗೆದ್ದು ಬೀಗಿದ್ದಾರೆ. 2 ಗಂಟೆ 41 ನಿಮಿಷ 08 ಸೆಕೆಂಡುಗಳಲ್ಲಿ ಗುರಿ ತಲುಪಿದರು. ಮಹಿಳೆಯರ ವಿಭಾಗದಲ್ಲಿ ಐಶ್ವರ್ಯ ಮಿಶ್ರಾ ಪ್ರಶಸ್ತಿ ಗೆದ್ದುಕೊಂಡರು. ಹಾಫ್ ಮ್ಯಾರಥಾನ್‌ನಲ್ಲಿ ಸುಮಾರು 10,000ಕ್ಕೂ ಹೆಚ್ಚು ಓಟಗಾರರು ಭಾಗವಹಿಸಿದ್ದರು.: [46, 1099, 338, 1207]
- table-row: [384, 351, 790, 374]
- lead-headline: ಕರ್ನಾಟಕ ಕ್ರಿಕೆಟ್‌ಗೆ ವೆಂಕಿ ಸಾರಥಿ: [46, 198, 738, 277]
- clue-item: 11. ಹಸಿರು ತುಂಬಿದ ಸ್ಥಳ (3): [1236, 1988, 1353, 2002]
- sanskar-body-2: ಮಹಿಳೆಯರ ಸಿಂಗಲ್ಸ್ ವಿಭಾಗದಲ್ಲಿ ತನ್ವಿ ಶರ್ಮಾ ಪ್ರಶಸ್ತಿ ಗೆದ್ದರು. ಕಿರಿಯ ವಯಸ್ಸಿನಲ್ಲೇ ಅಂತಾರಾಷ್ಟ್ರೀಯ ಪ್ರಶಸ್ತಿ ಗೆದ್ದ ಸಂಸ್ಕಾರ್ ಅವರ ಸಾಧನೆಗೆ ಅಭಿನಂದನೆಗಳ ಮಹಾಪೂರ ಹರಿದುಬಂದಿದೆ.: [583, 1177, 813, 1248]
- table-cell: ಖಜಾಂಚಿ: [384, 420, 493, 443]
- table-row: [384, 374, 790, 397]
- clue-item: 12. ಗಮನಕ್ಕೆ ತೆಗೆದುಕೊಳ್ಳುವುದು (4): [1236, 2227, 1381, 2241]
- registration-marks: [146, 2352, 207, 2366]
- svg-text:18: 18: [1049, 2264, 1060, 2274]
- result-item: ಧಾರವಾಡ: ವೀರಣ್ಣ ಸವಡಿ (825): [849, 866, 1067, 896]
- table-cell: ಗೇಮ್ ಚೇಂಜರ್ಸ್: [685, 374, 790, 397]
- section-divider: [832, 1397, 1496, 1398]
- clue-item: 8. ಹೂವಾಗುವುದು (4): [1236, 2193, 1328, 2207]
- clue-item: 13. ತಾಯಿಯ ಭಾಷೆ (4): [1236, 2005, 1337, 2019]
- quote-body: ಮಾಜಿ ಕ್ರಿಕೆಟಿಗರಾದ ರಾಹುಲ್ ದ್ರಾವಿಡ್, ಅನಿಲ್ ಕುಂಬ್ಳೆ ಮತ್ತು ಉಪ ಮುಖ್ಯಮಂತ್ರಿ ಡಿ.ಕೆ. ಶಿವಕುಮಾರ್ ಅವರು ಮತ ಚಲಾಯಿಸಿದರು.: [384, 510, 606, 562]
- answer-item: 14. ಗದ್ದುಗೆ: [1097, 2292, 1145, 2306]
- svg-text:11: 11: [834, 2178, 845, 2188]
- result-item: ಶಿವಮೊಗ್ಗ: ಡಿ.ಎಸ್. ಅರುಣ್ (722): [849, 835, 1067, 866]
- quote-title: ಗಣ್ಯರಿಂದ ಮತ ಯಾಚನೆ: [384, 484, 530, 505]
- ipl-body-2-lead: ಅಗತ್ಯ ಕ್ರಮ ಕೈಗೊಳ್ಳಲಾಗುವುದು:: [1197, 649, 1342, 665]
- svg-text:7: 7: [963, 2049, 968, 2059]
- prev-answers: [1097, 2000, 1228, 2307]
